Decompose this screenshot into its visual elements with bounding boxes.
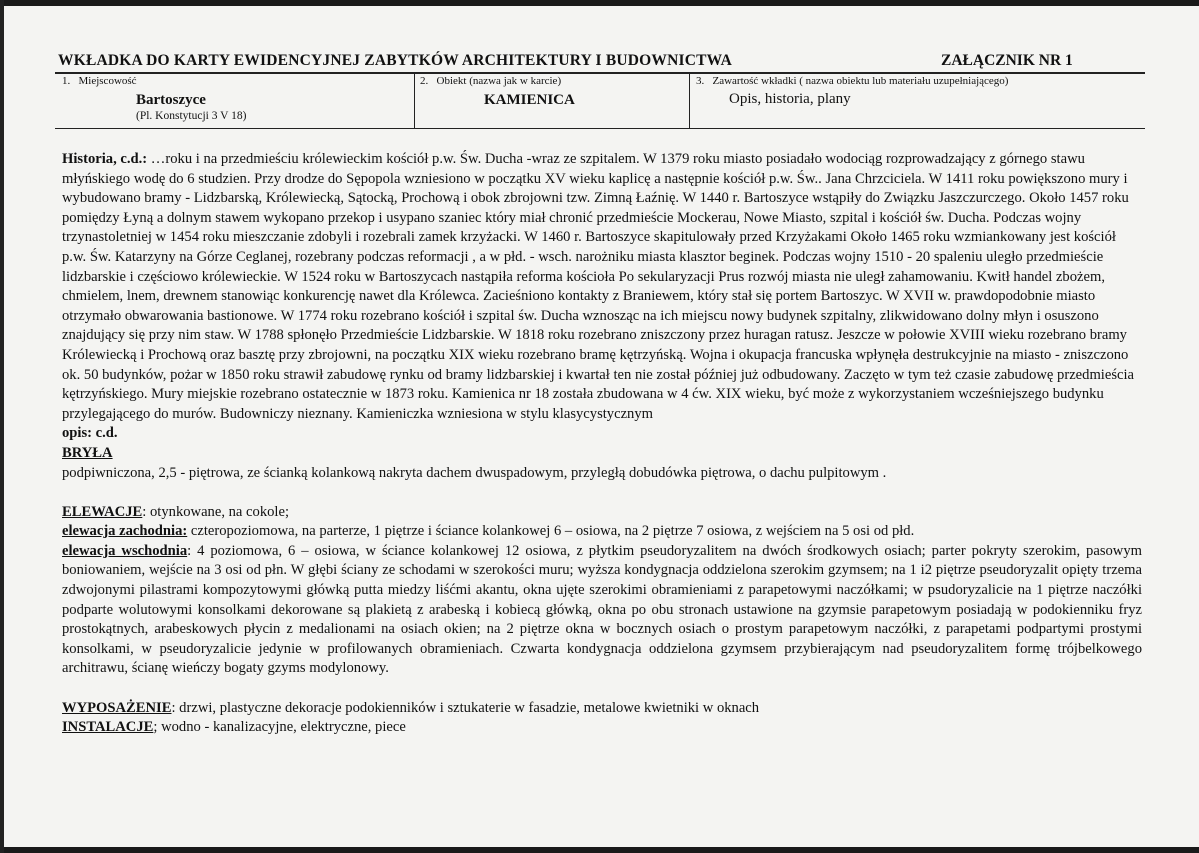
table-divider-2 bbox=[689, 73, 690, 128]
form-title: WKŁADKA DO KARTY EWIDENCYJNEJ ZABYTKÓW ARCHITEKTURY I BUDOWNICTWA bbox=[58, 52, 733, 69]
west-elevation-text: czteropoziomowa, na parterze, 1 piętrze i ściance kolankowej 6 – osiowa, na 2 piętrze 7 osiowa, z wejściem na 5 osi od płd. bbox=[187, 523, 915, 540]
elewacje-text: : otynkowane, na cokole; bbox=[142, 503, 290, 520]
bryla-heading-text: BRYŁA bbox=[62, 444, 113, 461]
east-elevation-text: : 4 poziomowa, 6 – osiowa, w ściance kolankowej 12 osiowa, z płytkim pseudoryzalitem na dwóch środkowych osiach; parter pokryty szerokim, pasowym boniowaniem, wejście na 3 osi od płn. W głębi ściany ze schodami w szerokości muru; wyższa kondygnacja oddzielona szerokim gzymsem; na 1 i2 piętrze pseudoryzalit opięty trzema zdwojonymi pilastrami kompozytowymi główką putta miedzy liśćmi akantu, okna ujęte szerokimi obramieniami z parapetowymi naczółkami; w psudoryzalicie na 1 piętrze naczółki podparte wolutowymi konsolkami dekorowane są plakietą z arabeską i kobiecą główką, okna po obu stronach ustawione na gzymsie parapetowym posiadają w podokienniku fryz prostokątnych, arabeskowych płycin z medalionami na osiach okien; na 2 piętrze okna w bocznych osiach o prostym parapetowym naczółki, z parapetami podpartymi prostymi konsolkami, w pseudoryzalicie jedynie w profilowanych obramieniach. Czwarta kondygnacja oddzielona gzymsem przybierającym nad pseudoryzalitem formę trójbelkowego architrawu, ścianę wieńczy bogaty gzyms modylonowy. bbox=[62, 542, 1142, 677]
bryla-text: podpiwniczona, 2,5 - piętrowa, ze ścianką kolankową nakryta dachem dwuspadowym, przyległą dobudówka piętrowa, o dachu pulpitowym . bbox=[62, 464, 887, 481]
east-elevation-heading: elewacja wschodnia bbox=[62, 542, 188, 559]
elewacje-paragraph bbox=[62, 503, 1142, 523]
history-heading: Historia, c.d.: bbox=[62, 151, 148, 167]
locality-address: (Pl. Konstytucji 3 V 18) bbox=[136, 110, 247, 122]
elewacje-heading: ELEWACJE bbox=[62, 503, 143, 520]
spacer bbox=[62, 679, 1142, 699]
spacer bbox=[62, 483, 1142, 503]
wyposazenie-text: : drzwi, plastyczne dekoracje podokienników i sztukaterie w fasadzie, metalowe kwietniki w oknach bbox=[171, 699, 760, 716]
west-elevation-paragraph bbox=[62, 522, 1142, 542]
table-bottom-border bbox=[55, 128, 1145, 129]
east-elevation-paragraph bbox=[62, 542, 1142, 679]
scan-border-left bbox=[0, 0, 4, 853]
object-label: 2. Obiekt (nazwa jak w karcie) bbox=[420, 75, 562, 87]
document-body bbox=[62, 150, 1142, 738]
instalacje-paragraph bbox=[62, 718, 1142, 738]
west-elevation-heading: elewacja zachodnia: bbox=[62, 523, 188, 540]
wyposazenie-paragraph bbox=[62, 699, 1142, 719]
attachment-number: ZAŁĄCZNIK NR 1 bbox=[941, 52, 1073, 69]
table-top-border bbox=[55, 72, 1145, 74]
description-heading bbox=[62, 424, 1142, 444]
object-value: KAMIENICA bbox=[484, 92, 575, 108]
bryla-heading bbox=[62, 444, 1142, 464]
description-heading-text: opis: c.d. bbox=[62, 425, 118, 442]
scan-border-top bbox=[0, 0, 1199, 6]
contents-label: 3. Zawartość wkładki ( nazwa obiektu lub materiału uzupełniającego) bbox=[696, 75, 1009, 87]
history-text: …roku i na przedmieściu królewieckim kościół p.w. Św. Ducha -wraz ze szpitalem. W 1379 roku miasto posiadało wodociąg rozprowadzający z górnego stawu młyńskiego wodę do 6 studzien. Przy drodze do Sępopola wzniesiono w początku XV wieku kaplicę a następnie kościół p.w. Św.. Jana Chrzciciela. W 1411 roku powiększono mury i wybudowano bramy - Lidzbarską, Królewiecką, Sątocką, Prochową i obok zbrojowni tzw. Zimną Łaźnię. W 1440 r. Bartoszyce wstąpiły do Związku Jaszczurczego. Około 1457 roku pomiędzy Łyną a dolnym stawem wykopano przekop i usypano szaniec który miał chronić przedmieście Mockerau, Nowe Miasto, szpital i kościół św. Ducha. Podczas wojny trzynastoletniej w 1454 roku mieszczanie zdobyli i rozebrali zamek krzyżacki. W 1460 r. Bartoszyce skapitulowały przed Krzyżakami Około 1465 roku wzmiankowany jest kościół p.w. Św. Katarzyny na Górze Ceglanej, rozebrany podczas reformacji , a w płd. - wsch. narożniku miasta klasztor beginek. Podczas wojny 1510 - 20 spaleniu uległo przedmieście lidzbarskie i częściowo królewieckie. W 1524 roku w Bartoszycach nastąpiła reforma kościoła Po sekularyzacji Prus rozwój miasta nie uległ zahamowaniu. Kwitł handel zbożem, chmielem, lnem, drewnem stanowiąc konkurencję nawet dla Królewca. Zacieśniono kontakty z Braniewem, który stał się portem Bartoszyc. W XVII w. prawdopodobnie miasto otrzymało obwarowania bastionowe. W 1774 roku rozebrano kościół i szpital św. Ducha wznosząc na ich miejscu nowy budynek szpitalny, zlikwidowano dolny młyn i osuszono znajdujący się przy nim staw. W 1788 spłonęło Przedmieście Lidzbarskie. W 1818 roku rozebrano zniszczony przez huragan ratusz. Jeszcze w połowie XVIII wieku rozebrano bramy Królewiecką i Prochową oraz basztę przy zbrojowni, na początku XIX wieku rozebrano bramę kętrzyńską. Wojna i okupacja francuska wpłynęła destrukcyjnie na miasto - zniszczono ok. 50 budynków, pożar w 1850 roku strawił zabudowę rynku od bramy lidzbarskiej i kwartał ten nie został później już odbudowany. Zaczęto w tym też czasie zabudowę przedmieścia kętrzyńskiego. Mury miejskie rozebrano ostatecznie w 1873 roku. Kamienica nr 18 została zbudowana w 4 ćw. XIX wieku, być może z wykorzystaniem wcześniejszego budynku przylegającego do murów. Budowniczy nieznany. Kamieniczka wzniesiona w stylu klasycystycznym bbox=[62, 151, 1135, 422]
wyposazenie-heading: WYPOSAŻENIE bbox=[62, 699, 172, 716]
locality-value: Bartoszyce bbox=[136, 92, 206, 108]
history-paragraph bbox=[62, 150, 1142, 424]
table-divider-1 bbox=[414, 73, 415, 128]
contents-value: Opis, historia, plany bbox=[729, 91, 851, 107]
locality-label: 1. Miejscowość bbox=[62, 75, 137, 87]
instalacje-heading: INSTALACJE bbox=[62, 719, 154, 736]
scan-border-bottom bbox=[0, 847, 1199, 853]
instalacje-text: ; wodno - kanalizacyjne, elektryczne, piece bbox=[153, 719, 406, 736]
